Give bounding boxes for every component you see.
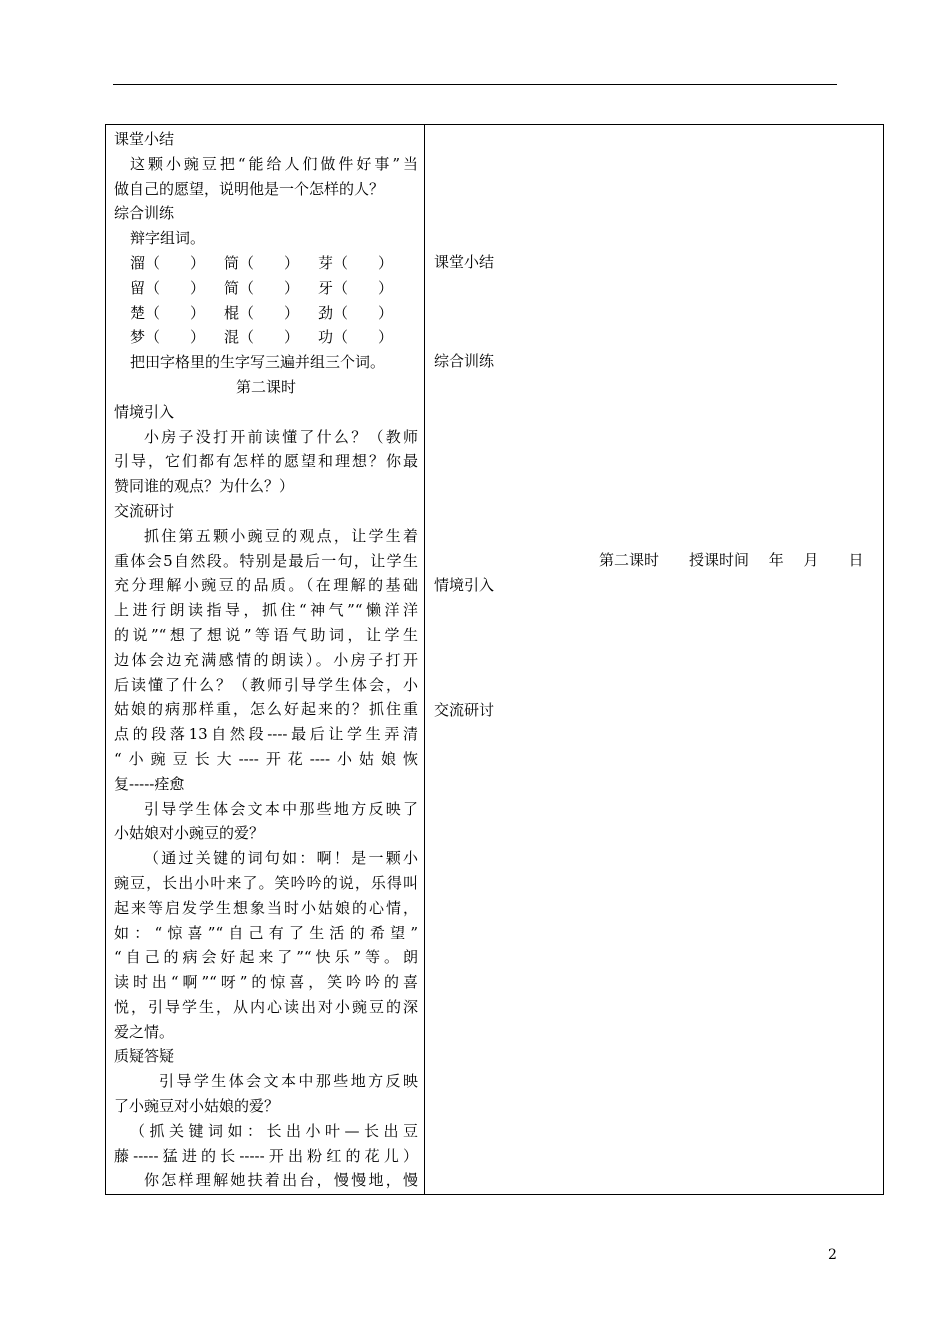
content-line: “小豌豆长大----开花----小姑娘恢 (114, 749, 418, 768)
word-blank: 溜（ ） (130, 253, 206, 272)
content-line: 姑娘的病那样重，怎么好起来的？抓住重 (114, 700, 418, 719)
content-line: 引导，它们都有怎样的愿望和理想？你最 (114, 452, 418, 471)
content-line: 引导学生体会文本中那些地方反映 (159, 1072, 418, 1091)
content-body (114, 350, 418, 1193)
content-line: （通过关键的词句如：啊！是一颗小 (144, 849, 418, 868)
content-line: 综合训练 (114, 204, 175, 223)
content-line: 充分理解小豌豆的品质。（在理解的基础 (114, 576, 418, 595)
content-line: 质疑答疑 (114, 1047, 175, 1066)
content-line: 藤-----猛进的长-----开出粉红的花儿） (114, 1146, 418, 1165)
content-line: 赞同谁的观点？为什么？） (114, 477, 295, 496)
section-label-discussion: 交流研讨 (434, 701, 495, 719)
content-line: 豌豆，长出小叶来了。笑吟吟的说，乐得叫 (114, 873, 418, 892)
word-blank: 梦（ ） (130, 328, 206, 347)
section-label-intro: 情境引入 (434, 576, 495, 594)
section-label-training: 综合训练 (434, 352, 495, 370)
word-blank: 劲（ ） (318, 303, 394, 322)
content-line: 情境引入 (114, 402, 175, 421)
content-line: 如：“惊喜”“自己有了生活的希望” (114, 923, 418, 942)
content-line: 你怎样理解她扶着出台，慢慢地，慢 (144, 1171, 418, 1190)
word-row (114, 276, 418, 301)
word-blank: 棍（ ） (224, 303, 300, 322)
word-blank: 功（ ） (318, 328, 394, 347)
content-line: 引导学生体会文本中那些地方反映了 (144, 799, 418, 818)
content-line: 交流研讨 (114, 501, 175, 520)
word-blank: 芽（ ） (318, 253, 394, 272)
content-line: 的说”“想了想说”等语气助词，让学生 (114, 625, 418, 644)
content-line: 复-----痊愈 (114, 774, 185, 793)
column-divider (424, 124, 425, 1195)
word-blank: 牙（ ） (318, 278, 394, 297)
content-line: 读时出“啊”“呀”的惊喜，笑吟吟的喜 (114, 973, 418, 992)
content-line: 小姑娘对小豌豆的爱？ (114, 824, 265, 843)
word-row (114, 301, 418, 326)
content-line: 把田字格里的生字写三遍并组三个词。 (130, 353, 386, 372)
content-line: 第二课时 (235, 377, 296, 396)
content-line: 这颗小豌豆把“能给人们做件好事”当 (130, 154, 418, 173)
word-blank: 留（ ） (130, 278, 206, 297)
content-line: 后读懂了什么？（教师引导学生体会，小 (114, 675, 418, 694)
content-line: 做自己的愿望，说明他是一个怎样的人？ (114, 179, 385, 198)
word-blank: 筒（ ） (224, 253, 300, 272)
content-line: （抓关键词如：长出小叶—长出豆 (130, 1121, 418, 1140)
content-line: 边体会边充满感情的朗读）。小房子打开 (114, 650, 418, 669)
content-line: 上进行朗读指导，抓住“神气”“懒洋洋 (114, 601, 418, 620)
content-line: 课堂小结 (114, 130, 175, 148)
word-row (114, 325, 418, 350)
word-blank: 混（ ） (224, 328, 300, 347)
section-label-summary: 课堂小结 (434, 253, 495, 271)
content-line: “自己的病会好起来了”“快乐”等。朗 (114, 948, 418, 967)
lesson-content-column (114, 127, 418, 1193)
schedule-line: 第二课时 授课时间 年 月 日 (599, 551, 864, 569)
page-number: 2 (828, 1247, 837, 1263)
content-line: 辩字组词。 (130, 229, 206, 248)
word-blank: 楚（ ） (130, 303, 206, 322)
content-line: 小房子没打开前读懂了什么？（教师 (144, 427, 418, 446)
content-line: 点的段落13自然段----最后让学生弄清 (114, 725, 418, 744)
content-line: 悦，引导学生，从内心读出对小豌豆的深 (114, 997, 418, 1016)
content-line: 了小豌豆对小姑娘的爱？ (114, 1097, 280, 1116)
word-blank: 简（ ） (224, 278, 300, 297)
content-line: 爱之情。 (114, 1022, 175, 1041)
content-line: 重体会5自然段。特别是最后一句，让学生 (114, 551, 418, 570)
content-line: 抓住第五颗小豌豆的观点，让学生着 (144, 526, 418, 545)
header-rule (113, 84, 837, 85)
content-line: 起来等启发学生想象当时小姑娘的心情， (114, 898, 418, 917)
word-row (114, 251, 418, 276)
